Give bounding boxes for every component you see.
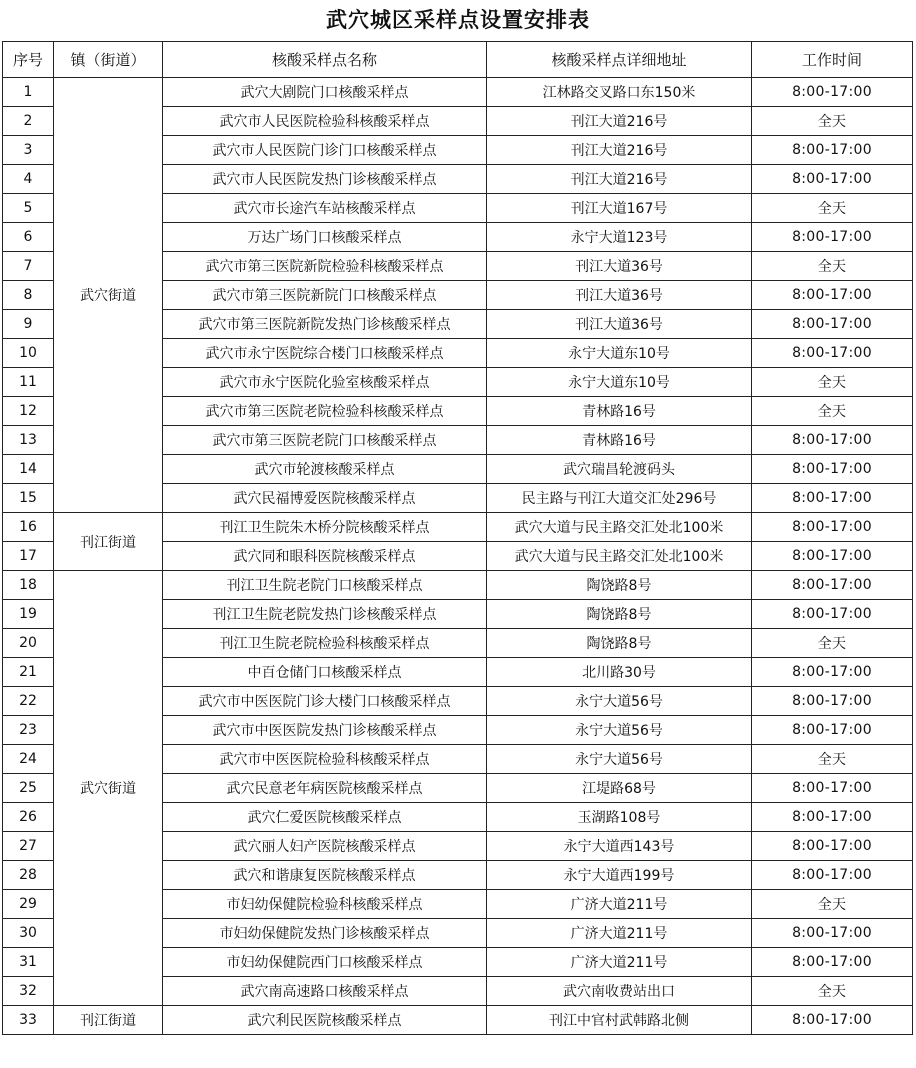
row-seq-cell: 9: [3, 310, 54, 339]
row-address-cell: 刊江大道36号: [487, 310, 752, 339]
row-seq-cell: 17: [3, 542, 54, 571]
row-site-name-cell: 万达广场门口核酸采样点: [163, 223, 487, 252]
row-seq-cell: 14: [3, 455, 54, 484]
row-hours-cell: 全天: [752, 629, 913, 658]
row-seq-cell: 10: [3, 339, 54, 368]
row-site-name-cell: 武穴民福博爱医院核酸采样点: [163, 484, 487, 513]
row-address-cell: 广济大道211号: [487, 948, 752, 977]
row-seq-cell: 27: [3, 832, 54, 861]
row-hours-cell: 8:00-17:00: [752, 165, 913, 194]
row-site-name-cell: 武穴仁爱医院核酸采样点: [163, 803, 487, 832]
header-time: 工作时间: [752, 42, 913, 78]
row-site-name-cell: 市妇幼保健院发热门诊核酸采样点: [163, 919, 487, 948]
header-address: 核酸采样点详细地址: [487, 42, 752, 78]
row-hours-cell: 全天: [752, 107, 913, 136]
row-seq-cell: 33: [3, 1006, 54, 1035]
row-address-cell: 民主路与刊江大道交汇处296号: [487, 484, 752, 513]
row-hours-cell: 8:00-17:00: [752, 78, 913, 107]
row-address-cell: 刊江大道216号: [487, 136, 752, 165]
row-hours-cell: 8:00-17:00: [752, 136, 913, 165]
table-header-row: [3, 42, 913, 78]
row-seq-cell: 32: [3, 977, 54, 1006]
row-site-name-cell: 武穴南高速路口核酸采样点: [163, 977, 487, 1006]
row-hours-cell: 8:00-17:00: [752, 919, 913, 948]
row-seq-cell: 21: [3, 658, 54, 687]
row-address-cell: 永宁大道56号: [487, 745, 752, 774]
row-site-name-cell: 武穴市永宁医院综合楼门口核酸采样点: [163, 339, 487, 368]
row-site-name-cell: 中百仓储门口核酸采样点: [163, 658, 487, 687]
row-address-cell: 江林路交叉路口东150米: [487, 78, 752, 107]
row-site-name-cell: 武穴丽人妇产医院核酸采样点: [163, 832, 487, 861]
row-hours-cell: 8:00-17:00: [752, 513, 913, 542]
row-site-name-cell: 武穴同和眼科医院核酸采样点: [163, 542, 487, 571]
row-hours-cell: 8:00-17:00: [752, 1006, 913, 1035]
row-address-cell: 武穴瑞昌轮渡码头: [487, 455, 752, 484]
row-seq-cell: 8: [3, 281, 54, 310]
row-address-cell: 广济大道211号: [487, 919, 752, 948]
row-seq-cell: 13: [3, 426, 54, 455]
row-town-cell: 武穴街道: [54, 571, 163, 1006]
row-address-cell: 北川路30号: [487, 658, 752, 687]
page-title: 武穴城区采样点设置安排表: [326, 7, 590, 32]
row-address-cell: 永宁大道123号: [487, 223, 752, 252]
row-seq-cell: 15: [3, 484, 54, 513]
row-site-name-cell: 武穴市长途汽车站核酸采样点: [163, 194, 487, 223]
row-site-name-cell: 武穴市第三医院老院门口核酸采样点: [163, 426, 487, 455]
row-seq-cell: 18: [3, 571, 54, 600]
row-address-cell: 永宁大道西199号: [487, 861, 752, 890]
row-site-name-cell: 市妇幼保健院西门口核酸采样点: [163, 948, 487, 977]
row-address-cell: 陶饶路8号: [487, 571, 752, 600]
row-hours-cell: 8:00-17:00: [752, 310, 913, 339]
row-hours-cell: 全天: [752, 745, 913, 774]
row-town-cell: 刊江街道: [54, 513, 163, 571]
row-address-cell: 刊江中官村武韩路北侧: [487, 1006, 752, 1035]
row-hours-cell: 全天: [752, 397, 913, 426]
row-address-cell: 永宁大道东10号: [487, 339, 752, 368]
row-address-cell: 永宁大道56号: [487, 716, 752, 745]
row-hours-cell: 8:00-17:00: [752, 600, 913, 629]
row-hours-cell: 全天: [752, 977, 913, 1006]
row-seq-cell: 11: [3, 368, 54, 397]
row-town-cell: 武穴街道: [54, 78, 163, 513]
row-site-name-cell: 武穴市轮渡核酸采样点: [163, 455, 487, 484]
row-address-cell: 刊江大道36号: [487, 281, 752, 310]
row-site-name-cell: 武穴市第三医院老院检验科核酸采样点: [163, 397, 487, 426]
row-hours-cell: 8:00-17:00: [752, 571, 913, 600]
row-seq-cell: 31: [3, 948, 54, 977]
row-site-name-cell: 武穴市第三医院新院门口核酸采样点: [163, 281, 487, 310]
row-seq-cell: 26: [3, 803, 54, 832]
header-seq: 序号: [3, 42, 54, 78]
row-seq-cell: 20: [3, 629, 54, 658]
row-site-name-cell: 刊江卫生院老院门口核酸采样点: [163, 571, 487, 600]
row-hours-cell: 8:00-17:00: [752, 455, 913, 484]
row-site-name-cell: 武穴市中医医院发热门诊核酸采样点: [163, 716, 487, 745]
row-site-name-cell: 武穴大剧院门口核酸采样点: [163, 78, 487, 107]
row-address-cell: 陶饶路8号: [487, 600, 752, 629]
row-hours-cell: 8:00-17:00: [752, 687, 913, 716]
row-site-name-cell: 武穴市中医医院检验科核酸采样点: [163, 745, 487, 774]
row-address-cell: 玉湖路108号: [487, 803, 752, 832]
row-address-cell: 刊江大道216号: [487, 165, 752, 194]
row-seq-cell: 5: [3, 194, 54, 223]
row-seq-cell: 25: [3, 774, 54, 803]
row-address-cell: 刊江大道167号: [487, 194, 752, 223]
row-hours-cell: 8:00-17:00: [752, 774, 913, 803]
row-address-cell: 武穴大道与民主路交汇处北100米: [487, 542, 752, 571]
row-site-name-cell: 刊江卫生院老院检验科核酸采样点: [163, 629, 487, 658]
sampling-schedule-table: [2, 41, 913, 1035]
row-seq-cell: 30: [3, 919, 54, 948]
row-site-name-cell: 武穴市第三医院新院发热门诊核酸采样点: [163, 310, 487, 339]
row-hours-cell: 8:00-17:00: [752, 339, 913, 368]
row-site-name-cell: 刊江卫生院朱木桥分院核酸采样点: [163, 513, 487, 542]
row-site-name-cell: 武穴和谐康复医院核酸采样点: [163, 861, 487, 890]
row-address-cell: 刊江大道216号: [487, 107, 752, 136]
table-row: [3, 78, 913, 107]
table-row: [3, 513, 913, 542]
row-address-cell: 武穴南收费站出口: [487, 977, 752, 1006]
row-seq-cell: 23: [3, 716, 54, 745]
table-body: [3, 78, 913, 1035]
table-row: [3, 1006, 913, 1035]
row-seq-cell: 7: [3, 252, 54, 281]
row-hours-cell: 全天: [752, 252, 913, 281]
row-hours-cell: 8:00-17:00: [752, 861, 913, 890]
row-hours-cell: 8:00-17:00: [752, 223, 913, 252]
table-row: [3, 571, 913, 600]
row-site-name-cell: 武穴市人民医院发热门诊核酸采样点: [163, 165, 487, 194]
row-hours-cell: 8:00-17:00: [752, 803, 913, 832]
row-site-name-cell: 武穴利民医院核酸采样点: [163, 1006, 487, 1035]
row-hours-cell: 8:00-17:00: [752, 658, 913, 687]
row-hours-cell: 8:00-17:00: [752, 426, 913, 455]
row-seq-cell: 19: [3, 600, 54, 629]
row-seq-cell: 1: [3, 78, 54, 107]
row-address-cell: 永宁大道西143号: [487, 832, 752, 861]
row-address-cell: 永宁大道东10号: [487, 368, 752, 397]
row-hours-cell: 全天: [752, 194, 913, 223]
row-address-cell: 武穴大道与民主路交汇处北100米: [487, 513, 752, 542]
row-hours-cell: 8:00-17:00: [752, 832, 913, 861]
row-address-cell: 江堤路68号: [487, 774, 752, 803]
row-hours-cell: 8:00-17:00: [752, 948, 913, 977]
row-site-name-cell: 武穴市中医医院门诊大楼门口核酸采样点: [163, 687, 487, 716]
row-hours-cell: 全天: [752, 890, 913, 919]
row-site-name-cell: 刊江卫生院老院发热门诊核酸采样点: [163, 600, 487, 629]
row-address-cell: 陶饶路8号: [487, 629, 752, 658]
row-seq-cell: 4: [3, 165, 54, 194]
row-seq-cell: 28: [3, 861, 54, 890]
row-address-cell: 广济大道211号: [487, 890, 752, 919]
row-seq-cell: 16: [3, 513, 54, 542]
row-address-cell: 永宁大道56号: [487, 687, 752, 716]
row-address-cell: 青林路16号: [487, 397, 752, 426]
header-town: 镇（街道）: [54, 42, 163, 78]
row-site-name-cell: 市妇幼保健院检验科核酸采样点: [163, 890, 487, 919]
row-site-name-cell: 武穴市人民医院检验科核酸采样点: [163, 107, 487, 136]
row-seq-cell: 22: [3, 687, 54, 716]
row-seq-cell: 6: [3, 223, 54, 252]
row-seq-cell: 2: [3, 107, 54, 136]
header-name: 核酸采样点名称: [163, 42, 487, 78]
row-hours-cell: 8:00-17:00: [752, 281, 913, 310]
row-site-name-cell: 武穴市第三医院新院检验科核酸采样点: [163, 252, 487, 281]
row-hours-cell: 8:00-17:00: [752, 484, 913, 513]
row-town-cell: 刊江街道: [54, 1006, 163, 1035]
row-site-name-cell: 武穴市人民医院门诊门口核酸采样点: [163, 136, 487, 165]
row-address-cell: 刊江大道36号: [487, 252, 752, 281]
row-hours-cell: 8:00-17:00: [752, 542, 913, 571]
row-seq-cell: 29: [3, 890, 54, 919]
row-site-name-cell: 武穴市永宁医院化验室核酸采样点: [163, 368, 487, 397]
row-hours-cell: 8:00-17:00: [752, 716, 913, 745]
row-seq-cell: 3: [3, 136, 54, 165]
row-seq-cell: 24: [3, 745, 54, 774]
row-seq-cell: 12: [3, 397, 54, 426]
row-hours-cell: 全天: [752, 368, 913, 397]
row-site-name-cell: 武穴民意老年病医院核酸采样点: [163, 774, 487, 803]
row-address-cell: 青林路16号: [487, 426, 752, 455]
